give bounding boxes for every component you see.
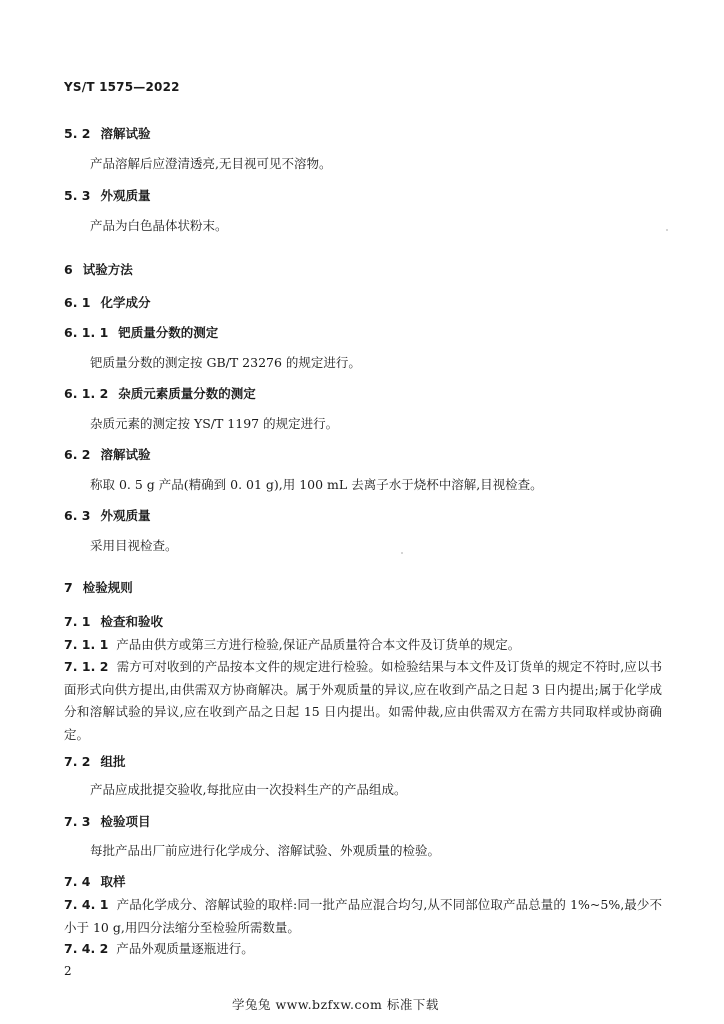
section-6-1-heading xyxy=(64,293,151,311)
section-number: 5. 3 xyxy=(64,188,91,203)
document-code: YS/T 1575—2022 xyxy=(64,80,180,94)
section-6-1-1-text: 钯质量分数的测定按 GB/T 23276 的规定进行。 xyxy=(90,355,361,370)
section-number: 6 xyxy=(64,262,73,277)
section-6-1-1-heading xyxy=(64,323,218,341)
section-7-1-heading xyxy=(64,612,163,630)
section-number: 6. 2 xyxy=(64,447,91,462)
section-5-3-text: 产品为白色晶体状粉末。 xyxy=(90,218,228,233)
section-5-3-heading xyxy=(64,186,151,204)
section-title: 取样 xyxy=(100,874,126,889)
section-7-3-text: 每批产品出厂前应进行化学成分、溶解试验、外观质量的检验。 xyxy=(90,843,441,858)
section-7-4-heading xyxy=(64,872,126,890)
section-title: 检验项目 xyxy=(100,814,151,829)
section-title: 溶解试验 xyxy=(100,447,151,462)
section-title: 钯质量分数的测定 xyxy=(118,325,219,340)
section-6-3-heading xyxy=(64,506,151,524)
section-number: 6. 1 xyxy=(64,295,91,310)
section-title: 外观质量 xyxy=(100,508,151,523)
section-6-2-text: 称取 0. 5 g 产品(精确到 0. 01 g),用 100 mL 去离子水于烧杯中溶解,目视检查。 xyxy=(90,477,543,492)
section-title: 组批 xyxy=(100,754,126,769)
clause-number: 7. 4. 2 xyxy=(64,941,109,956)
section-number: 7 xyxy=(64,580,73,595)
section-7-heading xyxy=(64,578,133,596)
section-7-1-2-paragraph xyxy=(64,656,662,746)
clause-number: 7. 4. 1 xyxy=(64,897,109,912)
clause-number: 7. 1. 1 xyxy=(64,637,109,652)
section-7-1-1-paragraph xyxy=(64,634,662,657)
section-7-2-text: 产品应成批提交验收,每批应由一次投料生产的产品组成。 xyxy=(90,782,407,797)
clause-text: 需方可对收到的产品按本文件的规定进行检验。如检验结果与本文件及订货单的规定不符时,应以书面形式向供方提出,由供需双方协商解决。属于外观质量的异议,应在收到产品之日起 3 日内提出;属于化学成分和溶解试验的异议,应在收到产品之日起 15 日内提出。如需仲裁,应由供需双方在需方共同取样或协商确定。 xyxy=(64,659,662,742)
section-number: 7. 3 xyxy=(64,814,91,829)
section-7-2-heading xyxy=(64,752,126,770)
section-6-heading xyxy=(64,260,133,278)
section-7-4-1-paragraph xyxy=(64,894,662,939)
scan-speck xyxy=(401,552,403,554)
section-title: 化学成分 xyxy=(100,295,151,310)
section-number: 6. 1. 2 xyxy=(64,386,109,401)
scan-speck xyxy=(666,229,668,231)
section-number: 7. 1 xyxy=(64,614,91,629)
section-title: 溶解试验 xyxy=(100,126,151,141)
section-7-4-2-paragraph xyxy=(64,938,662,961)
section-6-1-2-text: 杂质元素的测定按 YS/T 1197 的规定进行。 xyxy=(90,416,339,431)
section-number: 6. 1. 1 xyxy=(64,325,109,340)
page-number: 2 xyxy=(64,964,72,978)
clause-text: 产品由供方或第三方进行检验,保证产品质量符合本文件及订货单的规定。 xyxy=(116,637,521,652)
section-number: 5. 2 xyxy=(64,126,91,141)
section-5-2-heading xyxy=(64,124,151,142)
section-6-3-text: 采用目视检查。 xyxy=(90,538,178,553)
section-7-3-heading xyxy=(64,812,151,830)
section-number: 7. 2 xyxy=(64,754,91,769)
clause-text: 产品化学成分、溶解试验的取样:同一批产品应混合均匀,从不同部位取产品总量的 1%~5%,最少不小于 10 g,用四分法缩分至检验所需数量。 xyxy=(64,897,662,935)
section-6-1-2-heading xyxy=(64,384,256,402)
section-number: 7. 4 xyxy=(64,874,91,889)
section-title: 外观质量 xyxy=(100,188,151,203)
section-number: 6. 3 xyxy=(64,508,91,523)
footer-watermark: 学兔兔 www.bzfxw.com 标准下载 xyxy=(232,997,439,1012)
section-5-2-text: 产品溶解后应澄清透亮,无目视可见不溶物。 xyxy=(90,156,332,171)
section-6-2-heading xyxy=(64,445,151,463)
section-title: 杂质元素质量分数的测定 xyxy=(118,386,256,401)
section-title: 试验方法 xyxy=(82,262,133,277)
section-title: 检查和验收 xyxy=(100,614,164,629)
clause-text: 产品外观质量逐瓶进行。 xyxy=(116,941,254,956)
section-title: 检验规则 xyxy=(82,580,133,595)
clause-number: 7. 1. 2 xyxy=(64,659,109,674)
